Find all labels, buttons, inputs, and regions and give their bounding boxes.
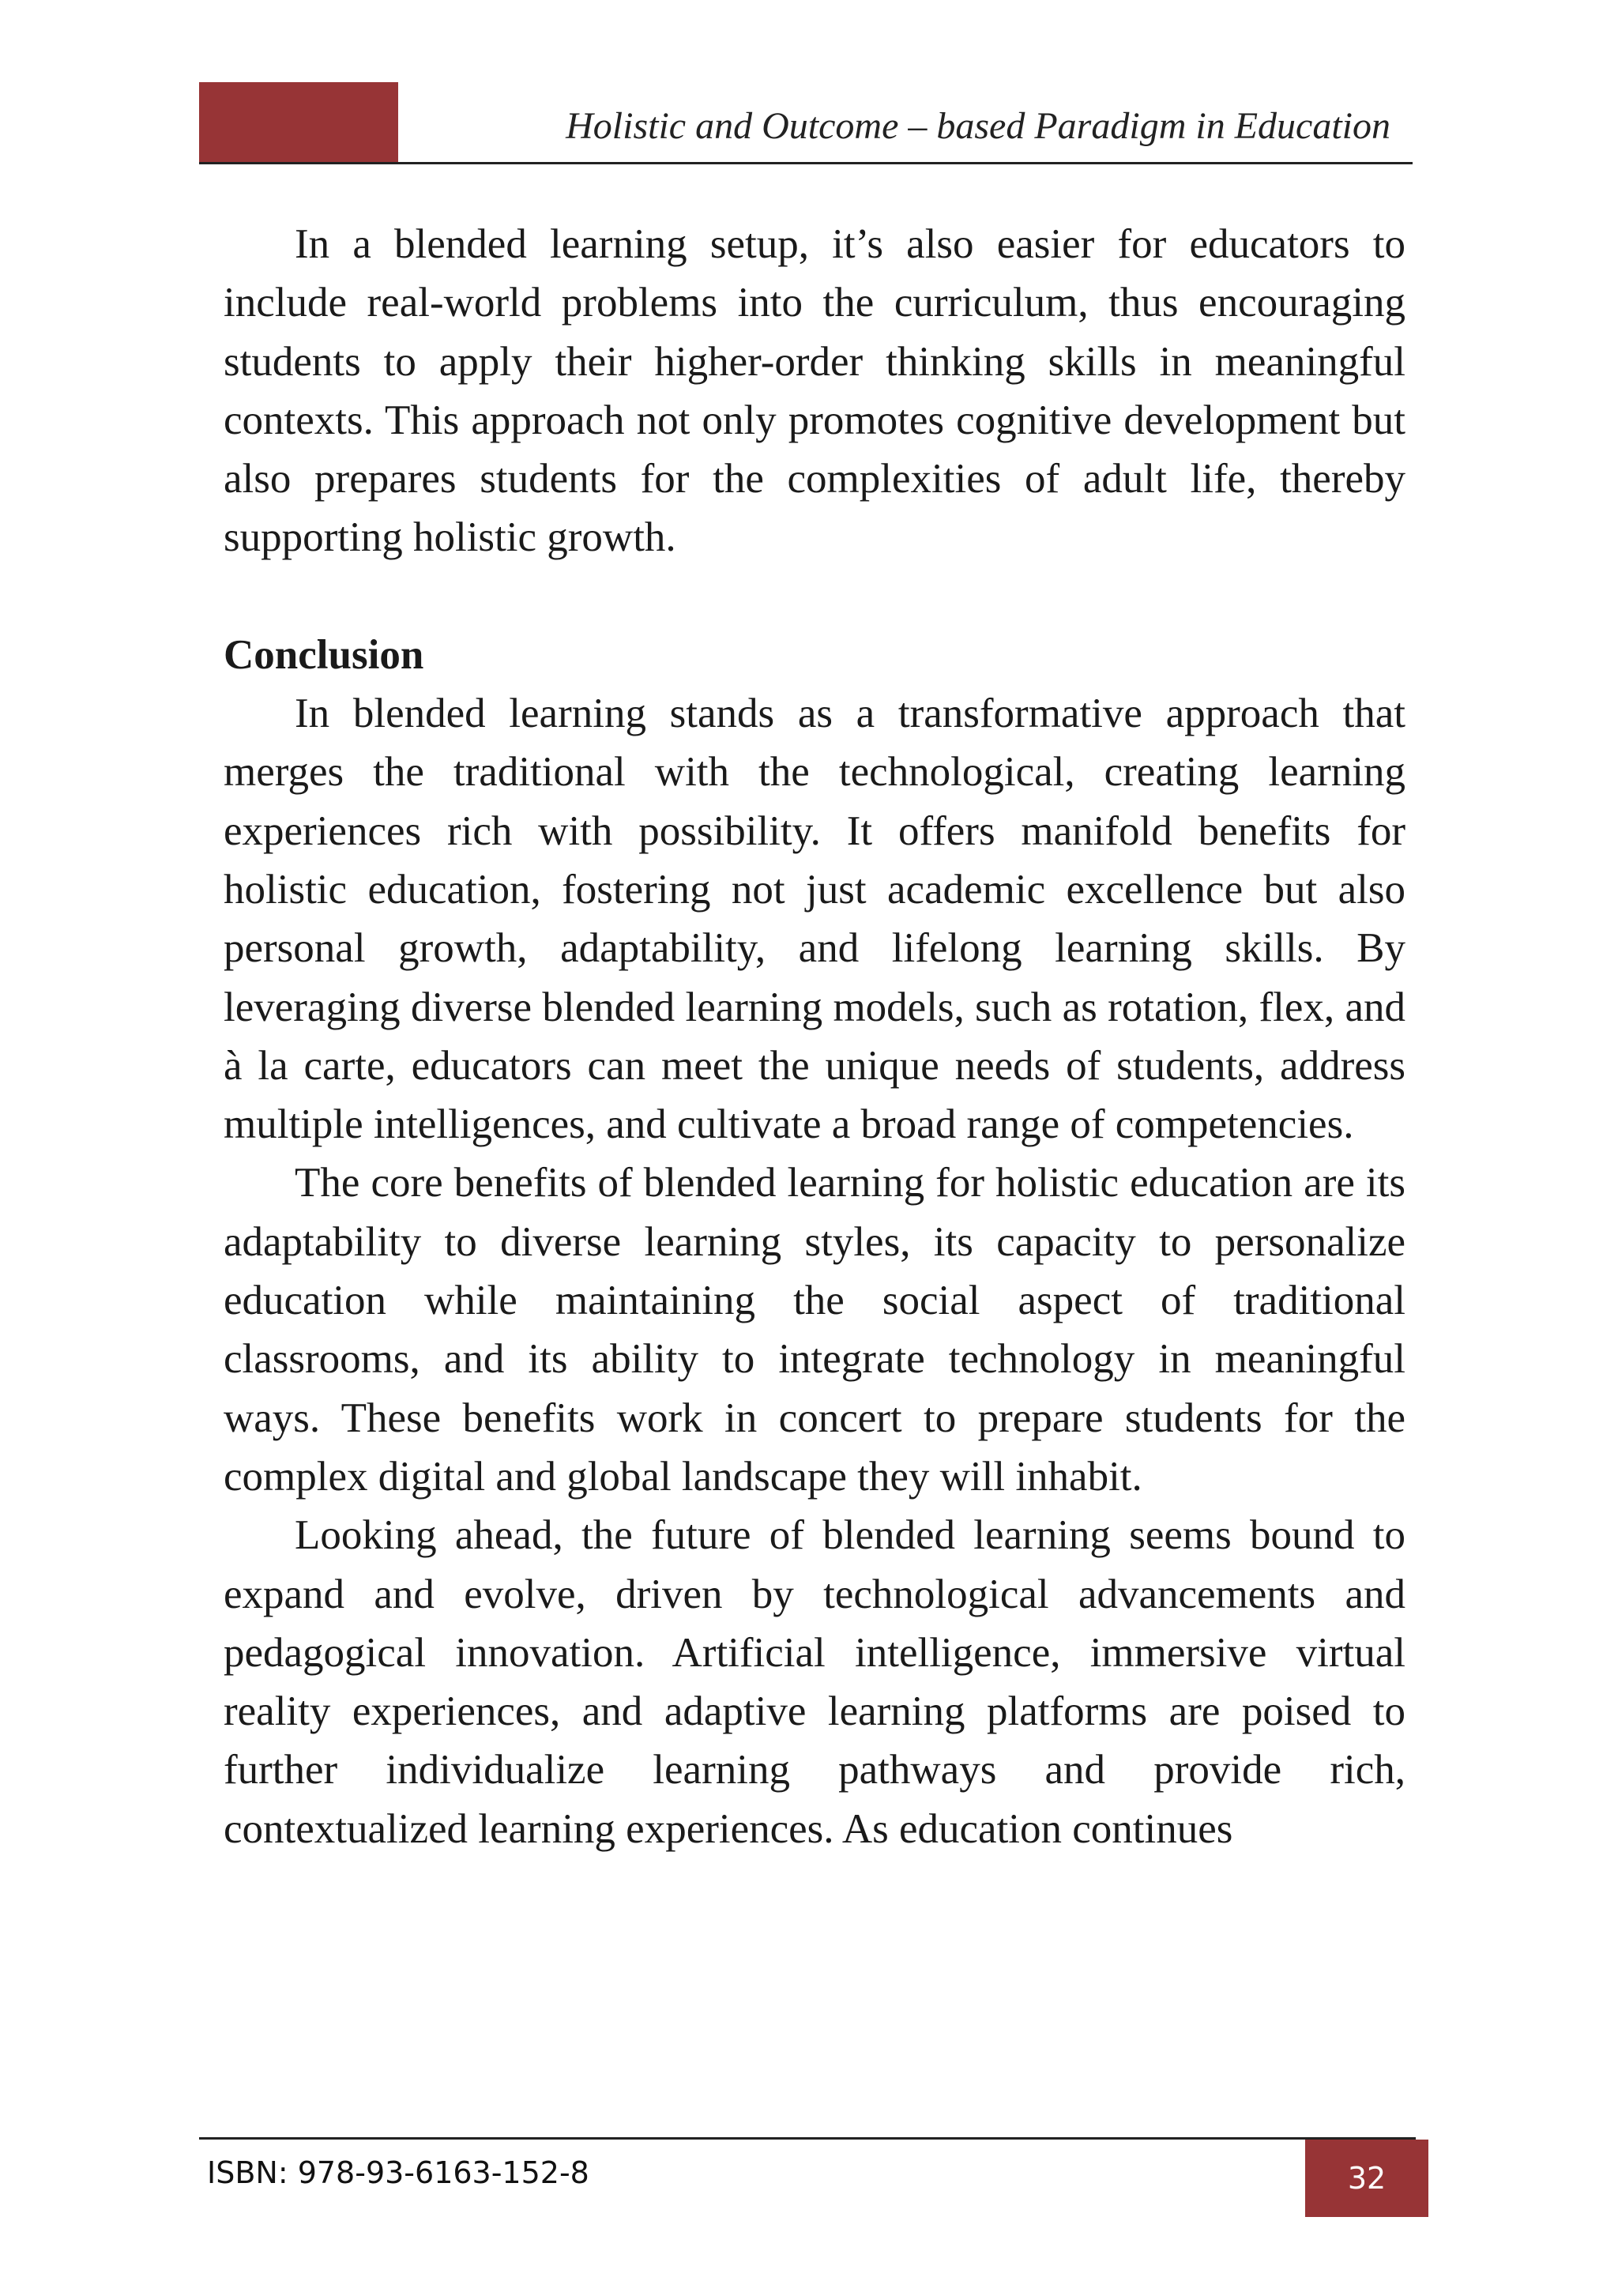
paragraph-intro: In a blended learning setup, it’s also easier for educators to include real-world problems into the curriculum, thus encouraging students to apply their higher-order thinking skills in meaningful contexts. This approach not only promotes cognitive development but also prepares students for the complexities of adult life, thereby supporting holistic growth. bbox=[224, 221, 1405, 561]
header-accent-block bbox=[199, 82, 398, 163]
running-header-title: Holistic and Outcome – based Paradigm in Education bbox=[566, 105, 1390, 147]
paragraph-conclusion-1: In blended learning stands as a transformative approach that merges the traditional with the technological, creating learning experiences rich with possibility. It offers manifold benefits for holistic education, fostering not just academic excellence but also personal growth, adaptability, and lifelong learning skills. By leveraging diverse blended learning models, such as rotation, flex, and à la carte, educators can meet the unique needs of students, address multiple intelligences, and cultivate a broad range of competencies. bbox=[224, 691, 1405, 1148]
page-number: 32 bbox=[1347, 2161, 1387, 2196]
paragraph-conclusion-2: The core benefits of blended learning for holistic education are its adaptability to diverse learning styles, its capacity to personalize education while maintaining the social aspect of traditional classrooms, and its ability to integrate technology in meaningful ways. These benefits work in concert to prepare students for the complex digital and global landscape they will inhabit. bbox=[224, 1160, 1405, 1500]
page-body bbox=[224, 215, 1405, 1858]
section-heading-conclusion: Conclusion bbox=[224, 631, 424, 678]
header-rule bbox=[199, 162, 1413, 164]
footer-rule bbox=[199, 2137, 1416, 2140]
paragraph-conclusion-3: Looking ahead, the future of blended learning seems bound to expand and evolve, driven by technological advancements and pedagogical innovation. Artificial intelligence, immersive virtual reality experiences, and adaptive learning platforms are poised to further individualize learning pathways and provide rich, contextualized learning experiences. As education continues bbox=[224, 1512, 1405, 1852]
page-number-badge bbox=[1305, 2140, 1428, 2217]
isbn-label: ISBN: 978-93-6163-152-8 bbox=[207, 2155, 589, 2190]
